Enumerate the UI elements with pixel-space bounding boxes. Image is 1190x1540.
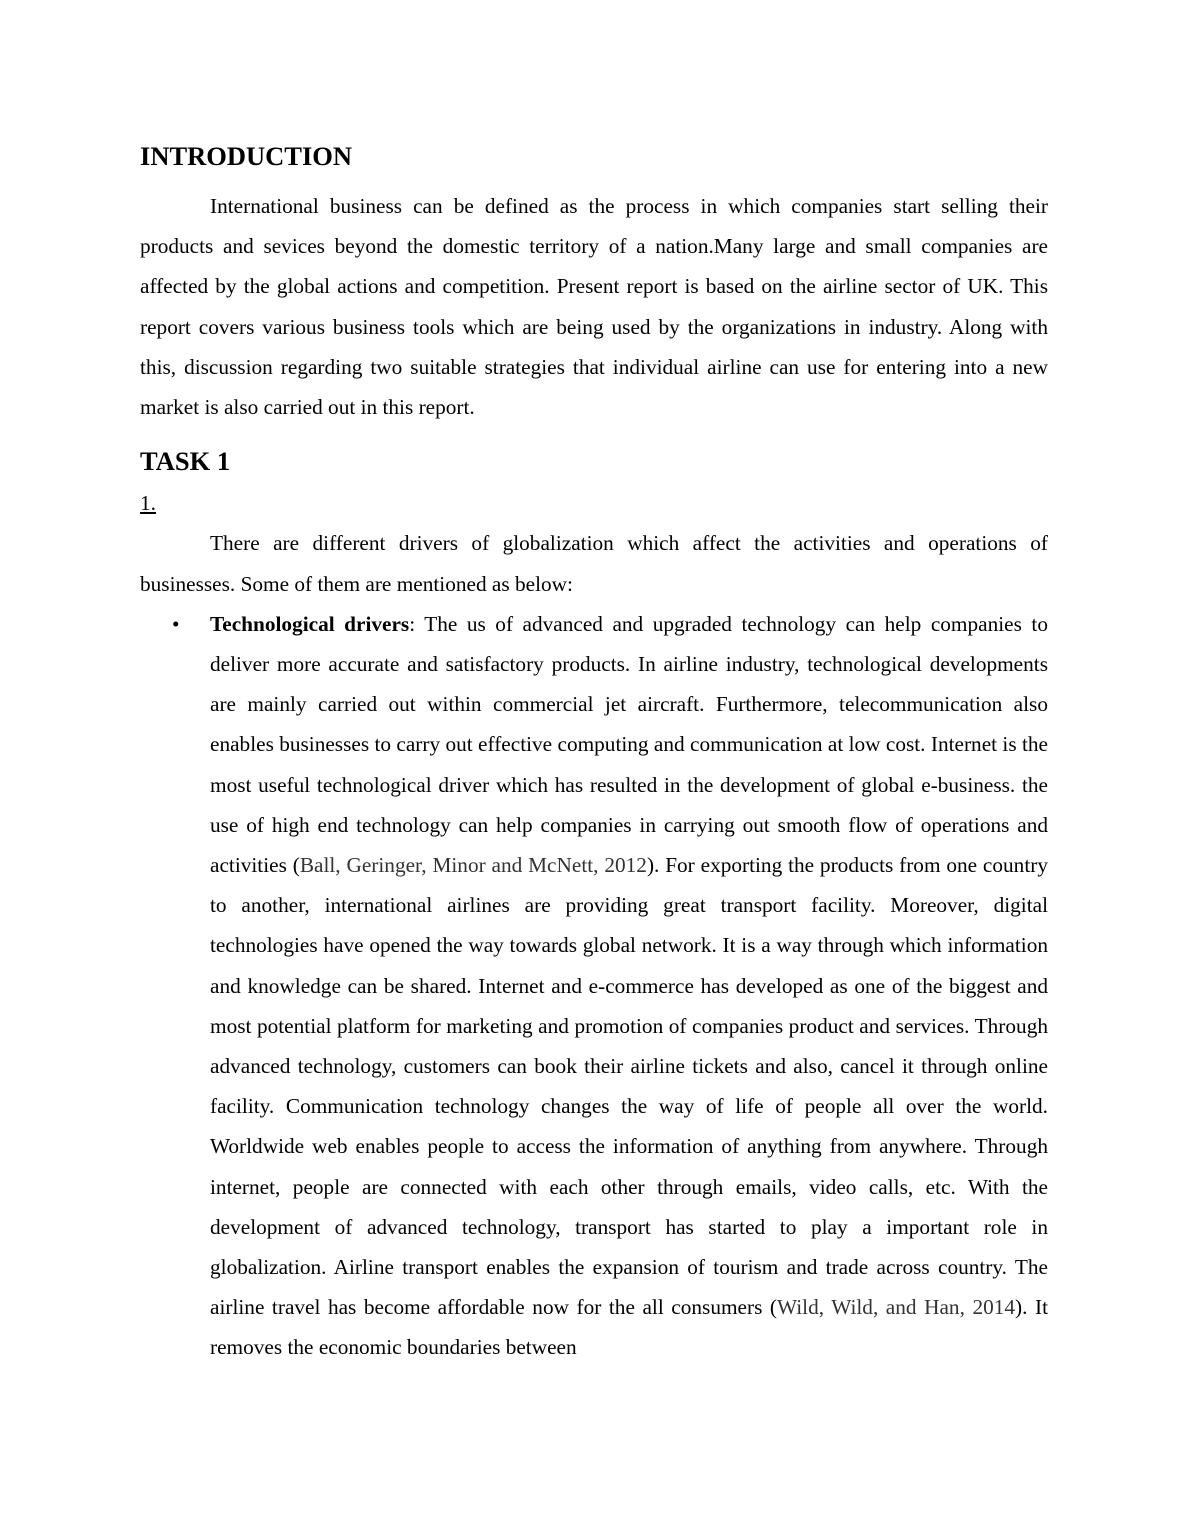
introduction-heading: INTRODUCTION xyxy=(140,141,353,171)
bullet-text: : The us of advanced and upgraded technology can help companies to deliver more accurate and satisfactory products. In airline industry, technological developments are mainly carried out within commercial jet aircraft. Furthermore, telecommunication also enables businesses to carry out effective computing and communication at low cost. Internet is the most useful technological driver which has resulted in the development of global e-business. the use of high end technology can help companies in carrying out smooth flow of operations and activities ( xyxy=(210,611,1048,878)
citation: Wild, Wild, and Han, 2014 xyxy=(777,1295,1016,1320)
citation: Ball, Geringer, Minor and McNett, 2012 xyxy=(299,853,647,878)
drivers-list xyxy=(140,604,1048,1368)
bullet-text: ). It removes the economic boundaries between xyxy=(210,1295,1049,1360)
task1-heading: TASK 1 xyxy=(140,446,231,477)
document-page xyxy=(140,138,1048,1368)
list-item xyxy=(172,604,1049,1368)
bullet-title: Technological drivers xyxy=(210,611,410,636)
bullet-text: ). For exporting the products from one country to another, international airlines are providing great transport facility. Moreover, digital technologies have opened the way towards global network. It is a way through which information and knowledge can be shared. Internet and e-commerce has developed as one of the biggest and most potential platform for marketing and promotion of companies product and services. Through advanced technology, customers can book their airline tickets and also, cancel it through online facility. Communication technology changes the way of life of people all over the world. Worldwide web enables people to access the information of anything from anywhere. Through internet, people are connected with each other through emails, video calls, etc. With the development of advanced technology, transport has started to play a important role in globalization. Airline transport enables the expansion of tourism and trade across country. The airline travel has become affordable now for the all consumers ( xyxy=(210,853,1048,1320)
bullet-icon: • xyxy=(172,611,180,636)
drivers-intro-paragraph: There are different drivers of globalization which affect the activities and operations of businesses. Some of them are mentioned as below: xyxy=(140,531,1048,596)
section-number: 1. xyxy=(140,491,156,516)
introduction-paragraph: International business can be defined as the process in which companies start selling their products and sevices beyond the domestic territory of a nation.Many large and small companies are affected by the global actions and competition. Present report is based on the airline sector of UK. This report covers various business tools which are being used by the organizations in industry. Along with this, discussion regarding two suitable strategies that individual airline can use for entering into a new market is also carried out in this report. xyxy=(140,194,1048,420)
